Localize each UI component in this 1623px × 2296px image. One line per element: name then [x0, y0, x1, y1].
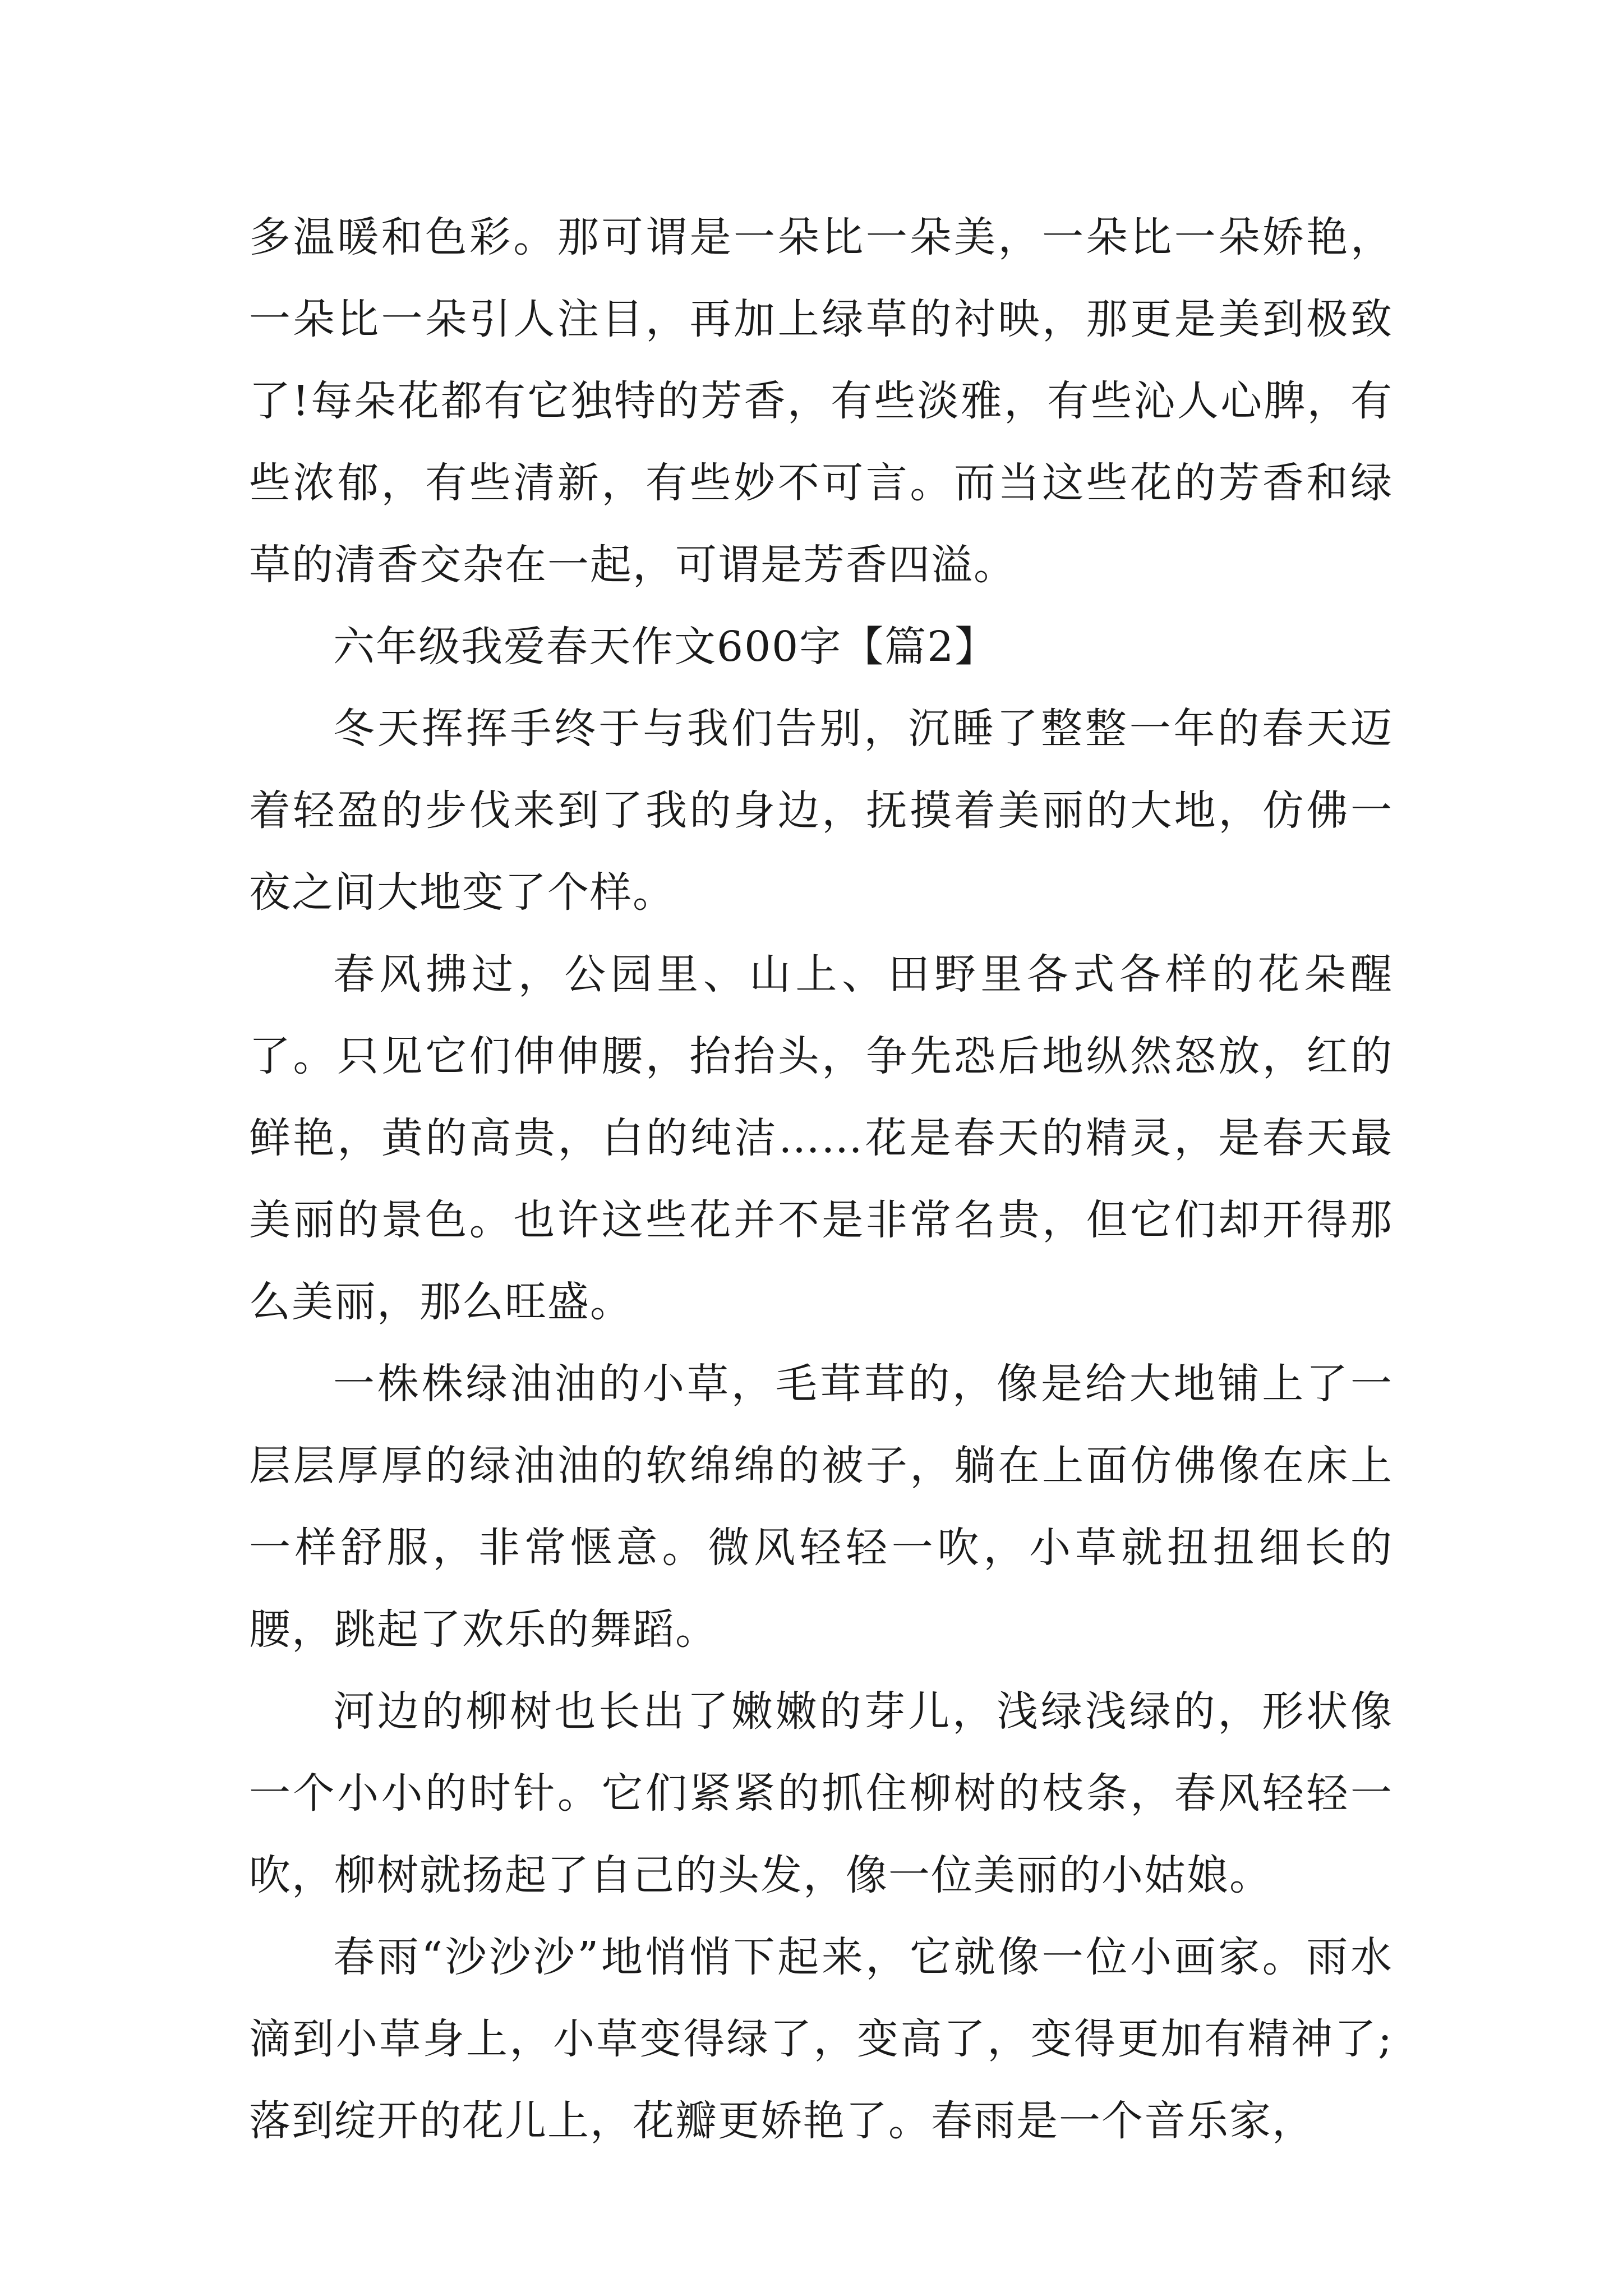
paragraph: 春风拂过，公园里、山上、田野里各式各样的花朵醒了。只见它们伸伸腰，抬抬头，争先恐后地纵然怒放，红的鲜艳，黄的高贵，白的纯洁……花是春天的精灵，是春天最美丽的景色。也许这些花并不是非常名贵，但它们却开得那么美丽，那么旺盛。: [249, 950, 1393, 1326]
paragraph: 一株株绿油油的小草，毛茸茸的，像是给大地铺上了一层层厚厚的绿油油的软绵绵的被子，躺在上面仿佛像在床上一样舒服，非常惬意。微风轻轻一吹，小草就扭扭细长的腰，跳起了欢乐的舞蹈。: [249, 1360, 1393, 1654]
paragraph-continuation: 多温暖和色彩。那可谓是一朵比一朵美，一朵比一朵娇艳，一朵比一朵引人注目，再加上绿草的衬映，那更是美到极致了!每朵花都有它独特的芳香，有些淡雅，有些沁人心脾，有些浓郁，有些清新，有些妙不可言。而当这些花的芳香和绿草的清香交杂在一起，可谓是芳香四溢。: [249, 213, 1393, 589]
document-body: [249, 196, 1393, 2162]
paragraph: 春雨“沙沙沙”地悄悄下起来，它就像一位小画家。雨水滴到小草身上，小草变得绿了，变高了，变得更加有精神了;落到绽开的花儿上，花瓣更娇艳了。春雨是一个音乐家，: [249, 1933, 1393, 2145]
section-heading: 六年级我爱春天作文600字【篇2】: [333, 623, 998, 671]
paragraph: 河边的柳树也长出了嫩嫩的芽儿，浅绿浅绿的，形状像一个小小的时针。它们紧紧的抓住柳树的枝条，春风轻轻一吹，柳树就扬起了自己的头发，像一位美丽的小姑娘。: [249, 1687, 1393, 1899]
paragraph: 冬天挥挥手终于与我们告别，沉睡了整整一年的春天迈着轻盈的步伐来到了我的身边，抚摸着美丽的大地，仿佛一夜之间大地变了个样。: [249, 705, 1393, 917]
